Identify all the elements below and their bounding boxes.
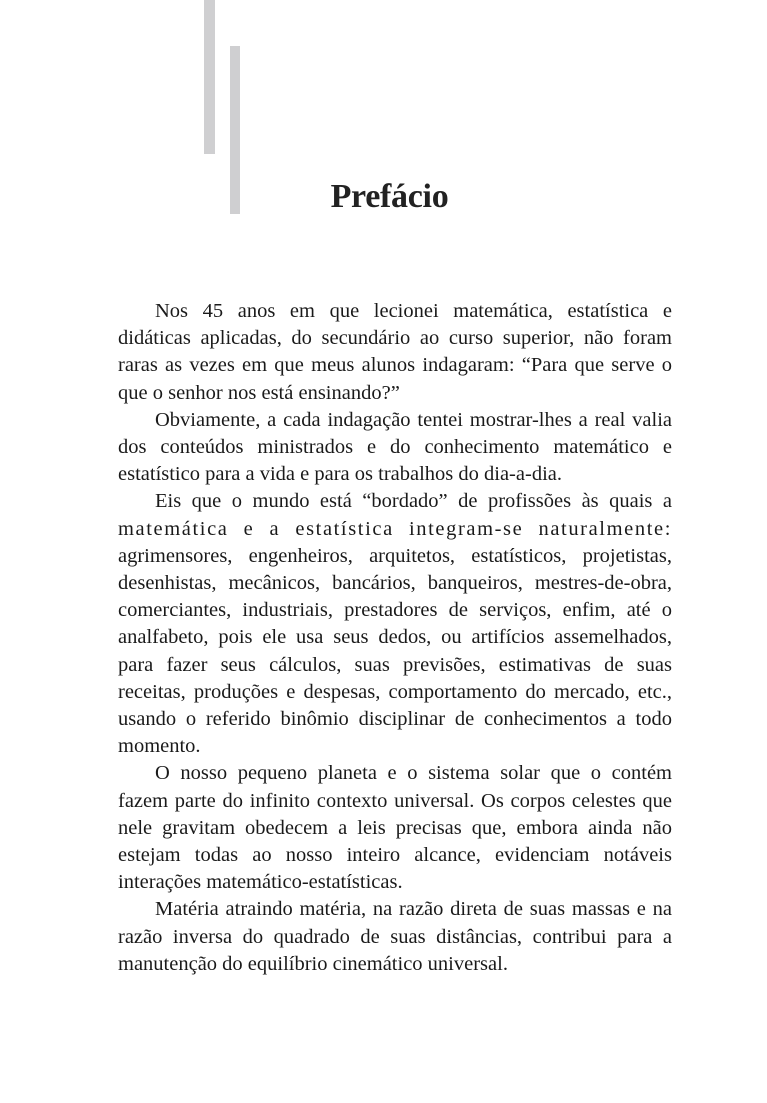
page-title: Prefácio — [330, 178, 449, 215]
paragraph-3-part-2: matemática e a estatística integram-se naturalmente: — [118, 517, 672, 540]
decorative-bar-left — [204, 0, 215, 154]
paragraph-1: Nos 45 anos em que lecionei matemática, estatística e didáticas aplicadas, do secundário ao curso superior, não foram raras as vezes em que meus alunos indagaram: “Para que serve o que o senhor nos está ensinando?” — [118, 300, 672, 404]
paragraph-4: O nosso pequeno planeta e o sistema solar que o contém fazem parte do infinito contexto universal. Os corpos celestes que nele gravitam obedecem a leis precisas que, embora ainda não estejam todas ao nosso inteiro alcance, evidenciam notáveis interações matemático-estatísticas. — [118, 762, 672, 894]
paragraph-5: Matéria atraindo matéria, na razão direta de suas massas e na razão inversa do quadrado de suas distâncias, contribui para a manutenção do equilíbrio cinemático universal. — [118, 898, 672, 975]
paragraph-3 — [118, 488, 672, 760]
paragraph-3-part-1: Eis que o mundo está “bordado” de profissões às quais a — [155, 490, 672, 513]
paragraph-2: Obviamente, a cada indagação tentei mostrar-lhes a real valia dos conteúdos ministrados e do conhecimento matemático e estatístico para a vida e para os trabalhos do dia-a-dia. — [118, 408, 672, 486]
paragraph-3-part-3: agrimensores, engenheiros, arquitetos, estatísticos, projetistas, desenhistas, mecânicos, bancários, banqueiros, mestres-de-obra, comerciantes, industriais, prestadores de serviços, enfim, até o analfabeto, pois ele usa seus dedos, ou artifícios assemelhados, para fazer seus cálculos, suas previsões, estimativas de suas receitas, produções e despesas, comportamento do mercado, etc., usando o referido binômio disciplinar de conhecimentos a todo momento. — [118, 544, 672, 758]
preface-body — [118, 298, 672, 978]
